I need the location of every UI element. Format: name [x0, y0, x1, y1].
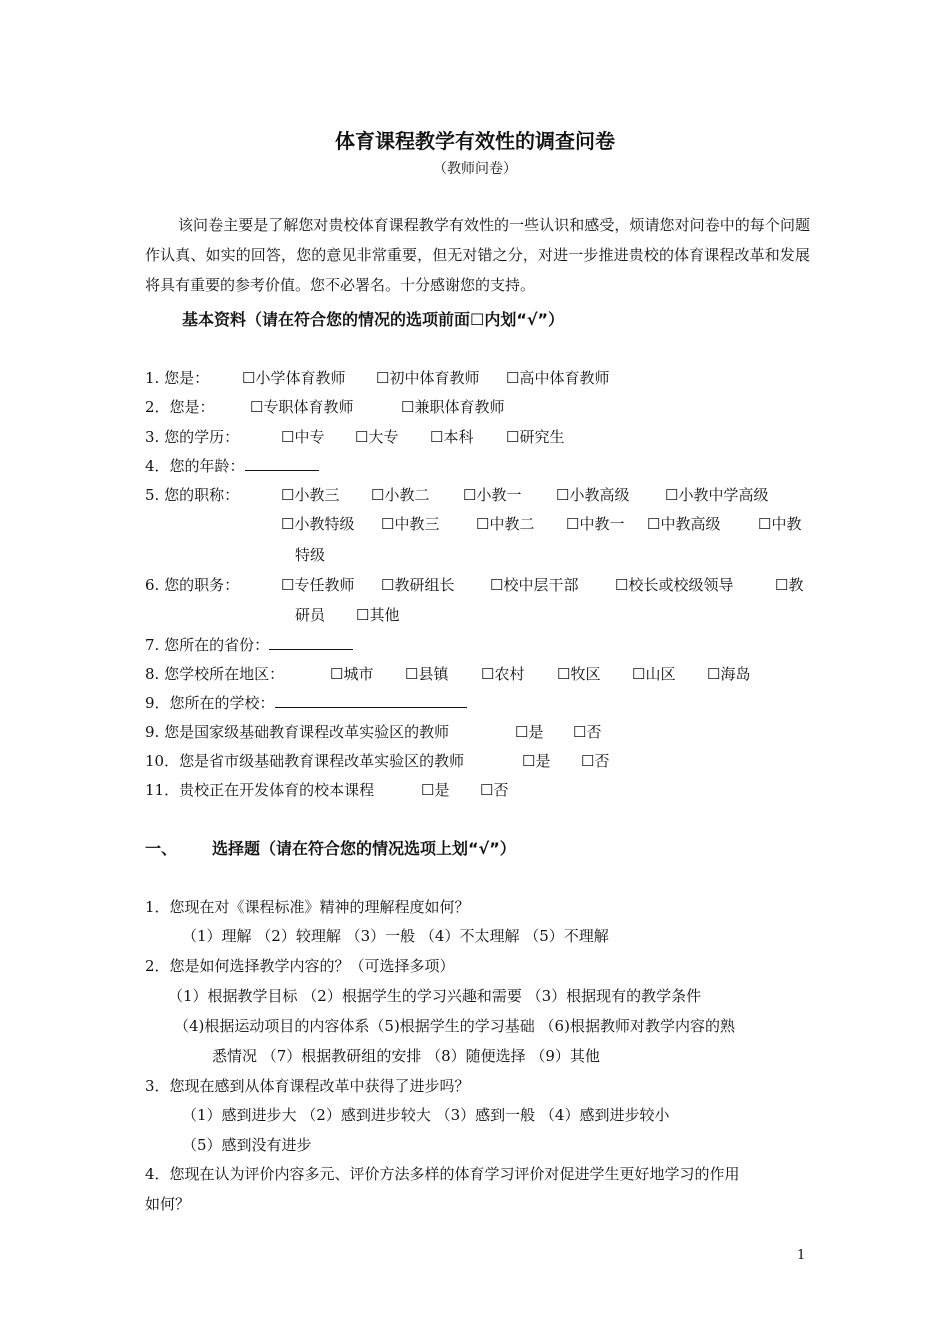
checkbox-option[interactable]: ☐高中体育教师 — [506, 369, 610, 387]
checkbox-option[interactable]: ☐小教高级 — [556, 486, 630, 504]
checkbox-option[interactable]: ☐县镇 — [405, 665, 449, 683]
checkbox-option[interactable]: ☐中教 — [758, 515, 802, 533]
checkbox-option[interactable]: ☐小教三 — [281, 486, 340, 504]
row-label: 3. 您的学历： — [145, 428, 240, 446]
checkbox-option[interactable]: ☐牧区 — [557, 665, 601, 683]
question-2-options[interactable]: （4)根据运动项目的内容体系（5)根据学生的学习基础 （6)根据教师对教学内容的熟 — [174, 1017, 735, 1035]
checkbox-option[interactable]: ☐大专 — [355, 428, 399, 446]
basic-row-11 — [145, 750, 464, 771]
row-label: 9. 您是国家级基础教育课程改革实验区的教师 — [145, 723, 450, 741]
checkbox-option[interactable]: ☐中教二 — [476, 515, 535, 533]
checkbox-option[interactable]: ☐初中体育教师 — [376, 369, 480, 387]
page-subtitle: （教师问卷） — [433, 161, 517, 177]
checkbox-option[interactable]: ☐研究生 — [506, 428, 565, 446]
checkbox-option[interactable]: ☐是 — [522, 752, 551, 770]
question-3-options[interactable]: （5）感到没有进步 — [182, 1136, 312, 1154]
question-4: 4．您现在认为评价内容多元、评价方法多样的体育学习评价对促进学生更好地学习的作用 — [145, 1165, 740, 1183]
checkbox-option[interactable]: ☐教研组长 — [381, 576, 455, 594]
basic-row-10 — [145, 721, 449, 742]
wrapped-text: 特级 — [295, 546, 326, 564]
row-label: 7. 您所在的省份： — [145, 636, 270, 654]
checkbox-option[interactable]: ☐中教一 — [566, 515, 625, 533]
basic-row-2 — [145, 396, 215, 417]
basic-row-9 — [145, 692, 467, 713]
wrapped-text: 研员 — [295, 606, 326, 624]
checkbox-option[interactable]: ☐其他 — [356, 606, 400, 624]
checkbox-option[interactable]: ☐小教一 — [463, 486, 522, 504]
basic-row-7 — [145, 634, 353, 655]
row-label: 11．贵校正在开发体育的校本课程 — [145, 781, 375, 799]
school-blank-field[interactable] — [275, 693, 467, 708]
checkbox-option[interactable]: ☐山区 — [632, 665, 676, 683]
checkbox-option[interactable]: ☐兼职体育教师 — [401, 398, 505, 416]
checkbox-option[interactable]: ☐否 — [480, 781, 509, 799]
row-label: 6. 您的职务： — [145, 576, 240, 594]
checkbox-option[interactable]: ☐农村 — [481, 665, 525, 683]
row-label: 1. 您是： — [145, 369, 210, 387]
question-2: 2．您是如何选择教学内容的？（可选择多项） — [145, 957, 455, 975]
checkbox-option[interactable]: ☐小学体育教师 — [242, 369, 346, 387]
province-blank-field[interactable] — [269, 635, 353, 650]
basic-row-6 — [145, 574, 239, 595]
row-label: 9．您所在的学校： — [145, 694, 275, 712]
question-3-options[interactable]: （1）感到进步大 （2）感到进步较大 （3）感到一般 （4）感到进步较小 — [182, 1106, 670, 1124]
checkbox-option[interactable]: ☐中教三 — [381, 515, 440, 533]
row-label: 5. 您的职称： — [145, 486, 240, 504]
row-label: 4．您的年龄： — [145, 457, 245, 475]
checkbox-option[interactable]: ☐小教特级 — [281, 515, 355, 533]
checkbox-option[interactable]: ☐否 — [581, 752, 610, 770]
row-label: 10．您是省市级基础教育课程改革实验区的教师 — [145, 752, 465, 770]
question-4-continuation: 如何？ — [145, 1195, 191, 1213]
choice-section-heading: 选择题（请在符合您的情况选项上划“√”） — [212, 839, 516, 858]
checkbox-option[interactable]: ☐海岛 — [707, 665, 751, 683]
checkbox-option[interactable]: ☐本科 — [430, 428, 474, 446]
basic-row-3 — [145, 426, 239, 447]
basic-row-5 — [145, 484, 239, 505]
question-3: 3．您现在感到从体育课程改革中获得了进步吗？ — [145, 1077, 470, 1095]
page-title: 体育课程教学有效性的调查问卷 — [335, 129, 615, 153]
checkbox-option[interactable]: ☐校中层干部 — [490, 576, 579, 594]
question-1: 1．您现在对《课程标准》精神的理解程度如何？ — [145, 898, 470, 916]
age-blank-field[interactable] — [245, 456, 319, 471]
row-label: 2．您是： — [145, 398, 215, 416]
checkbox-option[interactable]: ☐中教高级 — [647, 515, 721, 533]
basic-info-heading: 基本资料（请在符合您的情况的选项前面☐内划“√”） — [182, 310, 565, 329]
basic-row-1 — [145, 367, 209, 388]
question-2-options[interactable]: 悉情况 （7）根据教研组的安排 （8）随便选择 （9）其他 — [212, 1047, 600, 1065]
checkbox-option[interactable]: ☐小教中学高级 — [665, 486, 769, 504]
row-label: 8. 您学校所在地区： — [145, 665, 285, 683]
intro-paragraph: 该问卷主要是了解您对贵校体育课程教学有效性的一些认识和感受，烦请您对问卷中的每个问题作认真、如实的回答，您的意见非常重要，但无对错之分，对进一步推进贵校的体育课程改革和发展将具有重要的参考价值。您不必署名。十分感谢您的支持。 — [145, 216, 810, 294]
question-1-options[interactable]: （1）理解 （2）较理解 （3）一般 （4）不太理解 （5）不理解 — [182, 927, 609, 945]
checkbox-option[interactable]: ☐小教二 — [371, 486, 430, 504]
basic-row-8 — [145, 663, 284, 684]
checkbox-option[interactable]: ☐专任教师 — [281, 576, 355, 594]
question-2-options[interactable]: （1）根据教学目标 （2）根据学生的学习兴趣和需要 （3）根据现有的教学条件 — [168, 987, 702, 1005]
checkbox-option[interactable]: ☐教 — [775, 576, 804, 594]
basic-row-4 — [145, 455, 319, 476]
checkbox-option[interactable]: ☐是 — [515, 723, 544, 741]
checkbox-option[interactable]: ☐校长或校级领导 — [615, 576, 734, 594]
checkbox-option[interactable]: ☐专职体育教师 — [250, 398, 354, 416]
checkbox-option[interactable]: ☐城市 — [330, 665, 374, 683]
page-number: 1 — [797, 1248, 806, 1263]
checkbox-option[interactable]: ☐否 — [573, 723, 602, 741]
section-number: 一、 — [145, 839, 178, 858]
basic-row-12 — [145, 779, 374, 800]
checkbox-option[interactable]: ☐中专 — [281, 428, 325, 446]
checkbox-option[interactable]: ☐是 — [421, 781, 450, 799]
